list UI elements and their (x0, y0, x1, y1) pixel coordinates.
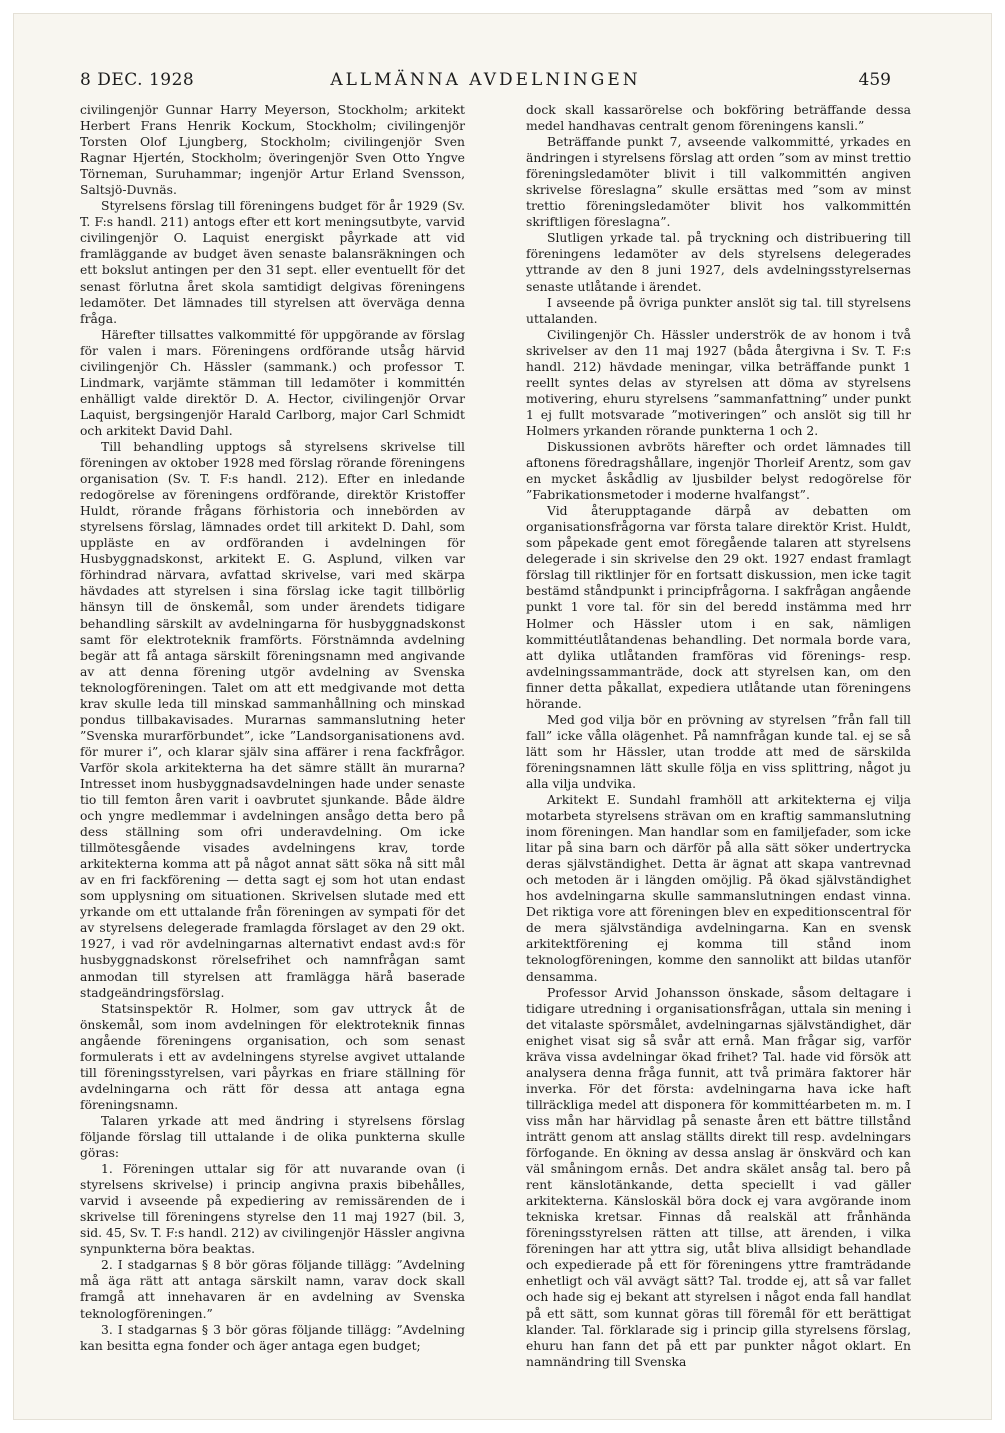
paragraph: Statsinspektör R. Holmer, som gav uttryck åt de önskemål, som inom avdelningen för elektroteknik finnas angående föreningens organisation, och som senast formulerats i ett av avdelningens styrelse avgivet uttalande till föreningsstyrelsen, vari påyrkas en friare ställning för avdelningarna och rätt för dessa att antaga egna föreningsnamn. (80, 1001, 465, 1112)
left-text-column (80, 102, 465, 1354)
paragraph: 2. I stadgarnas § 8 bör göras följande tillägg: ”Avdelning må äga rätt att antaga särskilt namn, varav dock skall framgå att innehavaren är en avdelning av Svenska teknologföreningen.” (80, 1258, 465, 1321)
paragraph: Med god vilja bör en prövning av styrelsen ”från fall till fall” icke vålla olägenhet. På namnfrågan kunde tal. ej se så lätt som hr Hässler, utan trodde att med de särskilda föreningsnamnen lätt skulle följa en viss splittring, något ju alla vilja undvika. (526, 712, 911, 791)
running-header (80, 70, 891, 94)
paragraph: Vid återupptagande därpå av debatten om organisationsfrågorna var första talare direktör Krist. Huldt, som påpekade gent emot föregående talaren att styrelsens delegerade i sin skrivelse den 29 okt. 1927 endast framlagt förslag till riktlinjer för en fortsatt diskussion, men icke tagit bestämd ståndpunkt i principfrågorna. I sakfrågan angående punkt 1 vore tal. för sin del beredd instämma med hrr Holmer och Hässler utom i en sak, nämligen kommittéutlåtandenas behandling. Det normala borde vara, att dylika utlåtanden framföras vid förenings- resp. avdelningssammanträde, dock att styrelsen kan, om den finner detta påkallat, expediera utlåtande utan föreningens hörande. (526, 504, 911, 711)
paragraph: Civilingenjör Ch. Hässler underströk de av honom i två skrivelser av den 11 maj 1927 (båda återgivna i Sv. T. F:s handl. 212) hävdade meningar, vilka beträffande punkt 1 reellt syntes delas av styrelsen att döma av styrelsens motivering, ehuru styrelsens ”sammanfattning” under punkt 1 ej fullt motsvarade ”motiveringen” och anslöt sig till hr Holmers yrkanden rörande punkterna 1 och 2. (526, 327, 911, 438)
paragraph: Slutligen yrkade tal. på tryckning och distribuering till föreningens ledamöter av dels styrelsens delegerades yttrande av den 8 juni 1927, dels avdelningsstyrelsernas senaste utlåtande i ärendet. (526, 231, 911, 294)
right-text-column (526, 102, 911, 1370)
paragraph: Professor Arvid Johansson önskade, såsom deltagare i tidigare utredning i organisationsfrågan, uttala sin mening i det vitalaste spörsmålet, avdelningarnas självständighet, där enighet visat sig så svår att ernå. Man frågar sig, varför kräva vissa avdelningar ökad frihet? Tal. hade vid försök att analysera denna fråga funnit, att två primära faktorer här inverka. För det första: avdelningarna hava icke haft tillräckliga medel att disponera för kommittéarbeten m. m. I viss mån har härvidlag på senaste åren ett bättre tillstånd inträtt genom att anslag ställts direkt till resp. avdelningars förfogande. En ökning av dessa anslag är önskvärd och kan väl småningom ernås. Det andra skälet ansåg tal. bero på rent känslotänkande, detta speciellt i vad gäller arkitekterna. Känsloskäl böra dock ej vara avgörande inom tekniska kretsar. Finnas då realskäl att frånhända föreningsstyrelsen rätten att tillse, att ärenden, i vilka föreningen har att yttra sig, utåt bliva allsidigt behandlade och expedierade på ett för föreningens yttre framträdande enhetligt och väl avvägt sätt? Tal. trodde ej, att så var fallet och hade sig ej bekant att styrelsen i något enda fall handlat på ett sätt, som kunnat göras till föremål för ett berättigat klander. Tal. förklarade sig i princip gilla styrelsens förslag, ehuru han fann det på ett par punkter något oklart. En namnändring till Svenska (526, 985, 911, 1369)
paragraph: I avseende på övriga punkter anslöt sig tal. till styrelsens uttalanden. (526, 295, 911, 326)
paragraph: Härefter tillsattes valkommitté för uppgörande av förslag för valen i mars. Föreningens ordförande utsåg härvid civilingenjör Ch. Hässler (sammank.) och professor T. Lindmark, varjämte stämman till ledamöter i kommittén enhälligt valde direktör D. A. Hector, civilingenjör Orvar Laquist, bergsingenjör Harald Carlborg, major Carl Schmidt och arkitekt David Dahl. (80, 327, 465, 438)
header-section-title: ALLMÄNNA AVDELNINGEN (330, 70, 641, 90)
paragraph: Talaren yrkade att med ändring i styrelsens förslag följande förslag till uttalande i de olika punkterna skulle göras: (80, 1113, 465, 1161)
paragraph: dock skall kassarörelse och bokföring beträffande dessa medel handhavas centralt genom föreningens kansli.” (526, 103, 911, 134)
header-date: 8 DEC. 1928 (80, 70, 195, 90)
paragraph: Styrelsens förslag till föreningens budget för år 1929 (Sv. T. F:s handl. 211) antogs efter ett kort meningsutbyte, varvid civilingenjör O. Laquist energiskt påyrkade att vid framläggande av budget även senaste balansräkningen och ett bokslut antingen per den 31 sept. eller eventuellt för det senast förlutna året skola samtidigt delgivas föreningens ledamöter. Det lämnades till styrelsen att överväga denna fråga. (80, 199, 465, 326)
page-number: 459 (858, 70, 891, 90)
paragraph: 3. I stadgarnas § 3 bör göras följande tillägg: ”Avdelning kan besitta egna fonder och äger antaga egen budget; (80, 1322, 465, 1353)
paragraph: Arkitekt E. Sundahl framhöll att arkitekterna ej vilja motarbeta styrelsens strävan om en kraftig sammanslutning inom föreningen. Man handlar som en familjefader, som icke litar på sina barn och därför på alla sätt söker undertrycka deras självständighet. Detta är ägnat att skapa vantrevnad och metoden är i längden omöjlig. På ökad självständighet hos avdelningarna skulle sammanslutningen endast vinna. Det riktiga vore att föreningen blev en expeditionscentral för de mera självständiga avdelningarna. Kan en svensk arkitektförening ej komma till stånd inom teknologföreningen, komme den sannolikt att bildas utanför densamma. (526, 793, 911, 984)
paragraph: Beträffande punkt 7, avseende valkommitté, yrkades en ändringen i styrelsens förslag att orden ”som av minst trettio föreningsledamöter blivit i till valkommittén angiven skrivelse föreslagna” skulle ersättas med ”som av minst trettio föreningsledamöter blivit hos valkommittén skriftligen föreslagna”. (526, 135, 911, 230)
paragraph: civilingenjör Gunnar Harry Meyerson, Stockholm; arkitekt Herbert Frans Henrik Kockum, Stockholm; civilingenjör Torsten Olof Ljungberg, Stockholm; civilingenjör Sven Ragnar Hjertén, Stockholm; överingenjör Sven Otto Yngve Törneman, Suruhammar; ingenjör Artur Erland Svensson, Saltsjö-Duvnäs. (80, 103, 465, 198)
journal-page (14, 14, 991, 1419)
paragraph: 1. Föreningen uttalar sig för att nuvarande ovan (i styrelsens skrivelse) i princip angivna praxis bibehålles, varvid i avseende på expediering av remissärenden de i skrivelse till föreningens styrelse den 11 maj 1927 (bil. 3, sid. 45, Sv. T. F:s handl. 212) av civilingenjör Hässler angivna synpunkterna böra beaktas. (80, 1162, 465, 1257)
paragraph: Till behandling upptogs så styrelsens skrivelse till föreningen av oktober 1928 med förslag rörande föreningens organisation (Sv. T. F:s handl. 212). Efter en inledande redogörelse av föreningens ordförande, direktör Kristoffer Huldt, rörande frågans förhistoria och innebörden av styrelsens förslag, lämnades ordet till arkitekt D. Dahl, som uppläste en av ordföranden i avdelningen för Husbyggnadskonst, arkitekt E. G. Asplund, vilken var förhindrad närvara, avfattad skrivelse, vari med skärpa hävdades att styrelsen i sina förslag icke tagit tillbörlig hänsyn till de önskemål, som under ärendets tidigare behandling särskilt av avdelningarna för husbyggnadskonst samt för elektroteknik framförts. Förstnämnda avdelning begär att få antaga särskilt föreningsnamn med angivande av att denna förening utgör avdelning av Svenska teknologföreningen. Talet om att ett medgivande mot detta krav skulle leda till minskad sammanhållning och minskad pondus tillbakavisades. Murarnas sammanslutning heter ”Svenska murarförbundet”, icke ”Landsorganisationens avd. för murer i”, och klarar själv sina affärer i rena fackfrågor. Varför skola arkitekterna ha det sämre ställt än murarna? Intresset inom husbyggnadsavdelningen hade under senaste tio till femton åren varit i oavbrutet sjunkande. Både äldre och yngre medlemmar i avdelningen ansågo detta bero på dess ställning som ofri underavdelning. Om icke tillmötesgående visades avdelningens krav, torde arkitekterna komma att på något annat sätt söka nå sitt mål av en fri fackförening — detta sagt ej som hot utan endast som upplysning om situationen. Skrivelsen slutade med ett yrkande om ett uttalande från föreningen av sympati för det av styrelsens delegerade framlagda förslaget av den 29 okt. 1927, i vad rör avdelningarnas alternativt endast avd:s för husbyggnadskonst rörelsefrihet och namnfrågan samt anmodan till styrelsen att framlägga härå baserade stadgeändringsförslag. (80, 439, 465, 1000)
paragraph: Diskussionen avbröts härefter och ordet lämnades till aftonens föredragshållare, ingenjör Thorleif Arentz, som gav en mycket åskådlig av ljusbilder belyst redogörelse för ”Fabrikationsmetoder i moderne hvalfangst”. (526, 439, 911, 503)
